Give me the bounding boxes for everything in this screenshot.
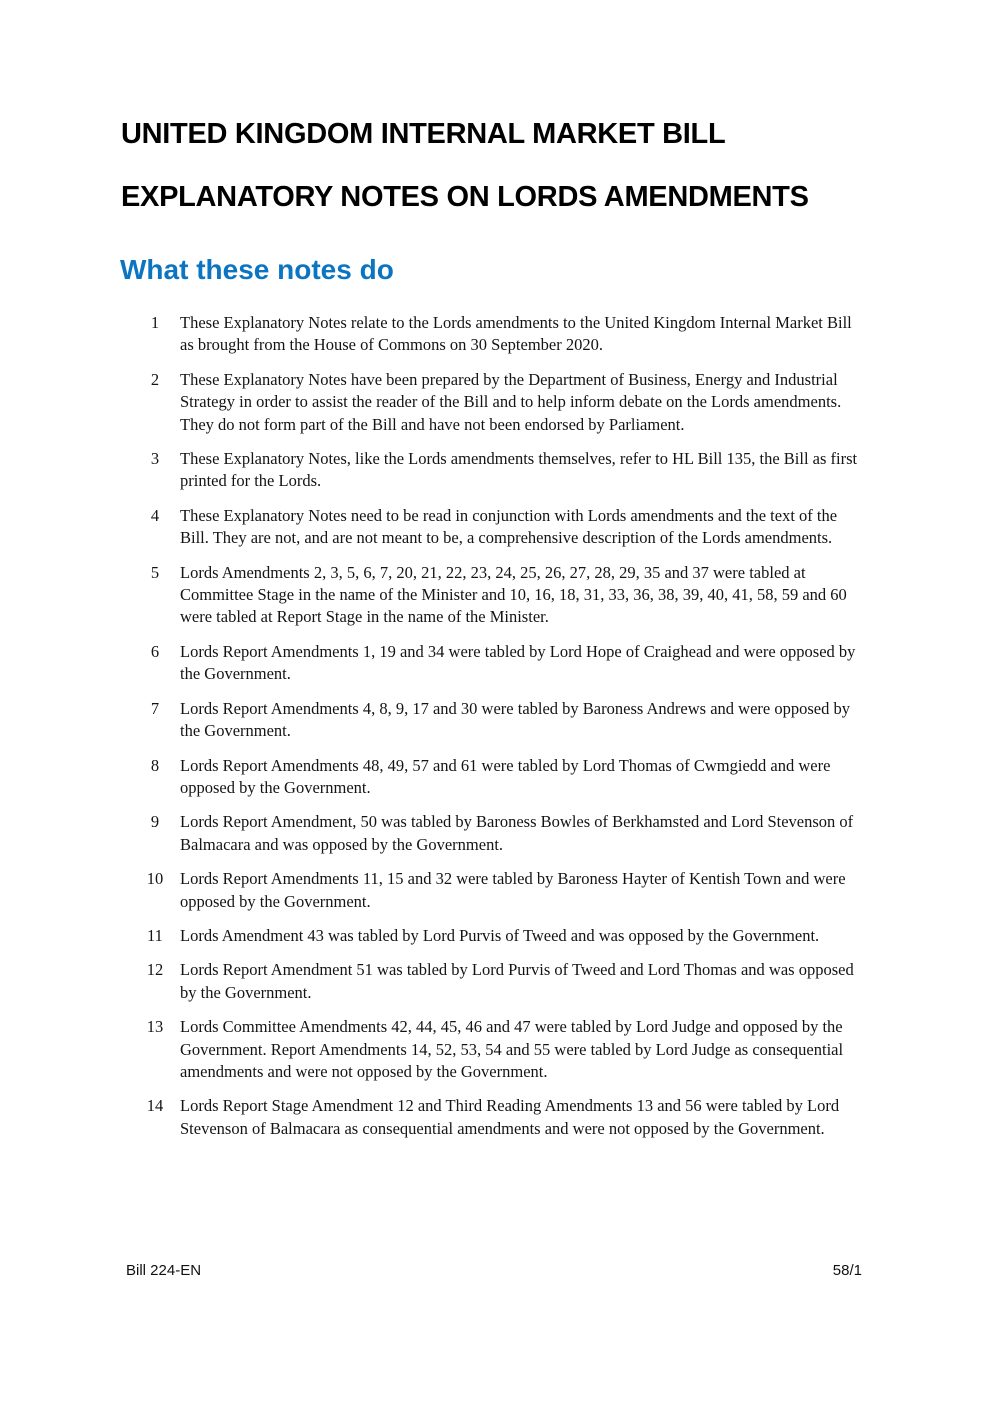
paragraph-text: These Explanatory Notes have been prepared by the Department of Business, Energy and Industrial Strategy in order to assist the reader of the Bill and to help inform debate on the Lords amendments. They do not form part of the Bill and have not been endorsed by Parliament. [180,369,842,434]
list-item [140,1095,870,1140]
list-item [140,868,870,913]
paragraph-text: Lords Report Stage Amendment 12 and Third Reading Amendments 13 and 56 were tabled by Lord Stevenson of Balmacara as consequential amendments and were not opposed by the Government. [180,1096,840,1138]
paragraph-number: 14 [146,1096,164,1116]
section-heading: What these notes do [120,254,394,285]
paragraph-text: These Explanatory Notes, like the Lords amendments themselves, refer to HL Bill 135, the Bill as first printed for the Lords. [180,449,858,491]
footer-bill-number: Bill 224-EN [126,1262,202,1279]
paragraph-text: Lords Report Amendments 1, 19 and 34 were tabled by Lord Hope of Craighead and were opposed by the Government. [180,641,856,684]
footer-page-number: 58/1 [832,1262,862,1279]
paragraph-number: 4 [150,505,160,525]
paragraph-text: These Explanatory Notes relate to the Lords amendments to the United Kingdom Internal Market Bill as brought from the House of Commons on 30 September 2020. [180,313,852,355]
paragraph-number: 12 [146,960,164,980]
paragraph-text: Lords Amendments 2, 3, 5, 6, 7, 20, 21, 22, 23, 24, 25, 26, 27, 28, 29, 35 and 37 were tabled at Committee Stage in the name of the Minister and 10, 16, 18, 31, 33, 36, 38, 39, 40, 41, 58, 59 and 60 were tabled at Report Stage in the name of the Minister. [180,562,847,627]
list-item [140,1016,870,1083]
paragraph-number: 2 [150,369,160,389]
page-footer [126,1261,862,1280]
paragraph-number: 13 [146,1017,164,1037]
document-title-line-2: EXPLANATORY NOTES ON LORDS AMENDMENTS [121,181,809,213]
list-item [140,505,870,550]
paragraph-number: 5 [150,562,160,582]
paragraph-number: 9 [150,812,160,832]
list-item [140,925,870,947]
list-item [140,448,870,493]
list-item [140,755,870,800]
paragraph-text: Lords Committee Amendments 42, 44, 45, 46 and 47 were tabled by Lord Judge and opposed by the Government. Report Amendments 14, 52, 53, 54 and 55 were tabled by Lord Judge as consequential amendments and were not opposed by the Government. [180,1017,844,1081]
list-item [140,811,870,856]
paragraph-number: 6 [150,641,160,661]
paragraph-text: Lords Report Amendments 4, 8, 9, 17 and 30 were tabled by Baroness Andrews and were opposed by the Government. [180,698,850,741]
list-item [140,369,870,436]
paragraph-number: 8 [150,755,160,775]
list-item [140,959,870,1004]
paragraph-list [140,312,870,1152]
document-title-line-1: UNITED KINGDOM INTERNAL MARKET BILL [121,118,726,150]
paragraph-text: Lords Amendment 43 was tabled by Lord Purvis of Tweed and was opposed by the Government. [180,925,820,945]
paragraph-text: These Explanatory Notes need to be read in conjunction with Lords amendments and the text of the Bill. They are not, and are not meant to be, a comprehensive description of the Lords amendments. [180,505,838,548]
paragraph-number: 3 [150,449,160,469]
paragraph-number: 10 [146,869,164,889]
paragraph-text: Lords Report Amendment 51 was tabled by Lord Purvis of Tweed and Lord Thomas and was opposed by the Government. [180,960,854,1002]
paragraph-text: Lords Report Amendments 11, 15 and 32 were tabled by Baroness Hayter of Kentish Town and were opposed by the Government. [180,869,846,911]
paragraph-number: 11 [147,925,163,945]
paragraph-text: Lords Report Amendments 48, 49, 57 and 61 were tabled by Lord Thomas of Cwmgiedd and were opposed by the Government. [180,755,831,797]
list-item [140,562,870,629]
list-item [140,312,870,357]
paragraph-number: 7 [150,698,160,718]
paragraph-number: 1 [150,313,160,332]
list-item [140,698,870,743]
list-item [140,641,870,686]
paragraph-text: Lords Report Amendment, 50 was tabled by Baroness Bowles of Berkhamsted and Lord Stevenson of Balmacara and was opposed by the Government. [180,812,854,854]
